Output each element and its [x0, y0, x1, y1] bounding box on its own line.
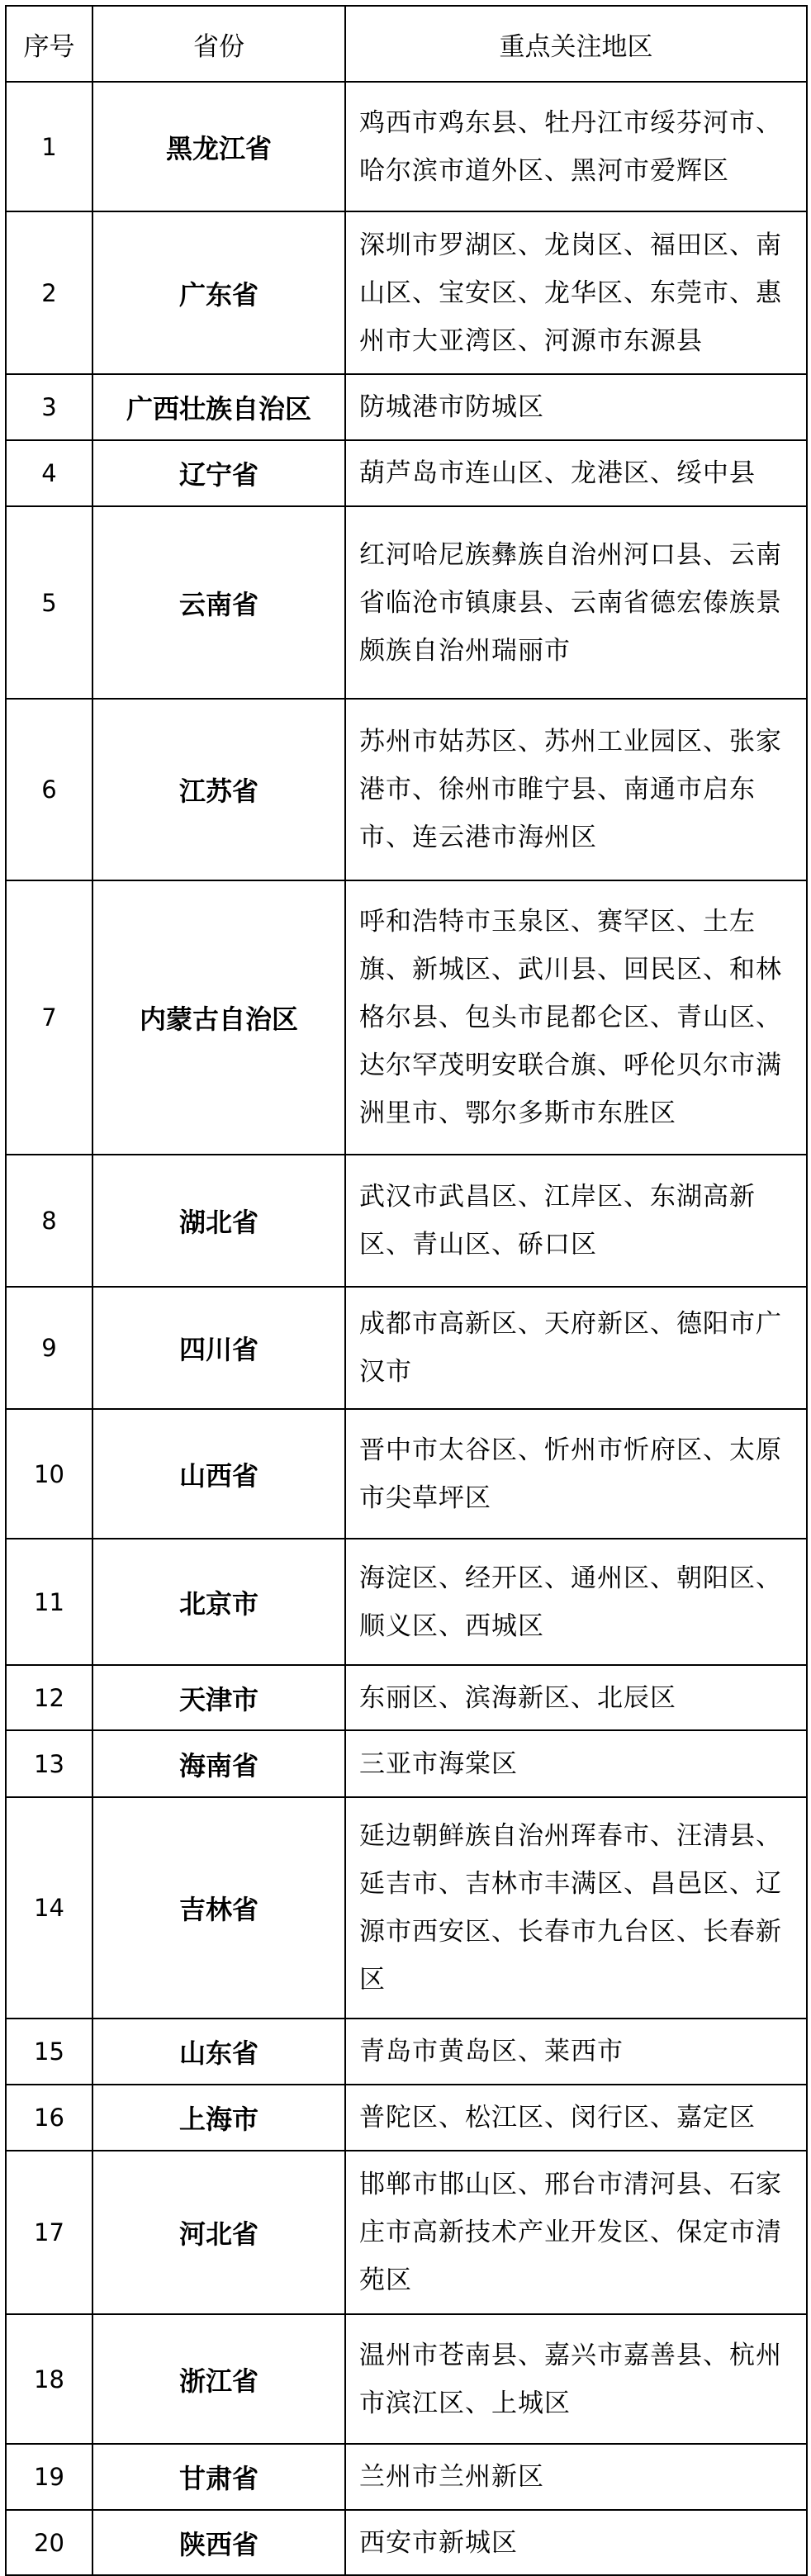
- table-row: [6, 2085, 807, 2151]
- regions-cell: 东丽区、滨海新区、北辰区: [345, 1665, 807, 1730]
- table-row: [6, 880, 807, 1155]
- table-row: [6, 699, 807, 880]
- table-row: [6, 1797, 807, 2019]
- regions-cell: 晋中市太谷区、忻州市忻府区、太原市尖草坪区: [345, 1409, 807, 1539]
- regions-cell: 西安市新城区: [345, 2510, 807, 2575]
- table-row: [6, 2444, 807, 2510]
- table-row: [6, 1539, 807, 1665]
- province-cell: 湖北省: [92, 1155, 345, 1287]
- regions-cell: 成都市高新区、天府新区、德阳市广汉市: [345, 1287, 807, 1409]
- province-cell: 广西壮族自治区: [92, 374, 345, 440]
- row-number: 6: [6, 699, 92, 880]
- province-cell: 江苏省: [92, 699, 345, 880]
- row-number: 14: [6, 1797, 92, 2019]
- province-cell: 云南省: [92, 506, 345, 699]
- regions-cell: 呼和浩特市玉泉区、赛罕区、土左旗、新城区、武川县、回民区、和林格尔县、包头市昆都仑区、青山区、达尔罕茂明安联合旗、呼伦贝尔市满洲里市、鄂尔多斯市东胜区: [345, 880, 807, 1155]
- regions-cell: 兰州市兰州新区: [345, 2444, 807, 2510]
- row-number: 5: [6, 506, 92, 699]
- row-number: 16: [6, 2085, 92, 2151]
- regions-cell: 三亚市海棠区: [345, 1730, 807, 1797]
- row-number: 4: [6, 440, 92, 506]
- regions-cell: 青岛市黄岛区、莱西市: [345, 2019, 807, 2085]
- regions-cell: 防城港市防城区: [345, 374, 807, 440]
- regions-cell: 温州市苍南县、嘉兴市嘉善县、杭州市滨江区、上城区: [345, 2314, 807, 2444]
- province-cell: 山东省: [92, 2019, 345, 2085]
- province-cell: 甘肃省: [92, 2444, 345, 2510]
- regions-table: [5, 5, 808, 2576]
- table-row: [6, 440, 807, 506]
- province-cell: 北京市: [92, 1539, 345, 1665]
- table-row: [6, 2019, 807, 2085]
- province-cell: 河北省: [92, 2151, 345, 2314]
- header-regions: 重点关注地区: [345, 6, 807, 82]
- regions-cell: 海淀区、经开区、通州区、朝阳区、顺义区、西城区: [345, 1539, 807, 1665]
- row-number: 19: [6, 2444, 92, 2510]
- table-row: [6, 1665, 807, 1730]
- row-number: 3: [6, 374, 92, 440]
- province-cell: 内蒙古自治区: [92, 880, 345, 1155]
- row-number: 15: [6, 2019, 92, 2085]
- row-number: 8: [6, 1155, 92, 1287]
- regions-cell: 普陀区、松江区、闵行区、嘉定区: [345, 2085, 807, 2151]
- regions-cell: 苏州市姑苏区、苏州工业园区、张家港市、徐州市睢宁县、南通市启东市、连云港市海州区: [345, 699, 807, 880]
- regions-cell: 邯郸市邯山区、邢台市清河县、石家庄市高新技术产业开发区、保定市清苑区: [345, 2151, 807, 2314]
- row-number: 2: [6, 211, 92, 374]
- table-row: [6, 2510, 807, 2575]
- row-number: 1: [6, 82, 92, 211]
- province-cell: 陕西省: [92, 2510, 345, 2575]
- regions-cell: 鸡西市鸡东县、牡丹江市绥芬河市、哈尔滨市道外区、黑河市爱辉区: [345, 82, 807, 211]
- row-number: 13: [6, 1730, 92, 1797]
- table-row: [6, 1409, 807, 1539]
- row-number: 18: [6, 2314, 92, 2444]
- table-row: [6, 2314, 807, 2444]
- row-number: 11: [6, 1539, 92, 1665]
- regions-cell: 红河哈尼族彝族自治州河口县、云南省临沧市镇康县、云南省德宏傣族景颇族自治州瑞丽市: [345, 506, 807, 699]
- province-cell: 上海市: [92, 2085, 345, 2151]
- table-row: [6, 2151, 807, 2314]
- table-header-row: [6, 6, 807, 82]
- row-number: 10: [6, 1409, 92, 1539]
- table-body: [6, 82, 807, 2575]
- regions-cell: 武汉市武昌区、江岸区、东湖高新区、青山区、硚口区: [345, 1155, 807, 1287]
- table-row: [6, 1155, 807, 1287]
- province-cell: 黑龙江省: [92, 82, 345, 211]
- row-number: 17: [6, 2151, 92, 2314]
- table-row: [6, 1287, 807, 1409]
- province-cell: 海南省: [92, 1730, 345, 1797]
- row-number: 20: [6, 2510, 92, 2575]
- table-row: [6, 374, 807, 440]
- header-no: 序号: [6, 6, 92, 82]
- row-number: 9: [6, 1287, 92, 1409]
- province-cell: 广东省: [92, 211, 345, 374]
- table-row: [6, 506, 807, 699]
- header-province: 省份: [92, 6, 345, 82]
- province-cell: 四川省: [92, 1287, 345, 1409]
- regions-cell: 延边朝鲜族自治州珲春市、汪清县、延吉市、吉林市丰满区、昌邑区、辽源市西安区、长春市九台区、长春新区: [345, 1797, 807, 2019]
- table-row: [6, 82, 807, 211]
- regions-cell: 葫芦岛市连山区、龙港区、绥中县: [345, 440, 807, 506]
- province-cell: 辽宁省: [92, 440, 345, 506]
- table-row: [6, 211, 807, 374]
- regions-cell: 深圳市罗湖区、龙岗区、福田区、南山区、宝安区、龙华区、东莞市、惠州市大亚湾区、河源市东源县: [345, 211, 807, 374]
- province-cell: 山西省: [92, 1409, 345, 1539]
- province-cell: 吉林省: [92, 1797, 345, 2019]
- row-number: 12: [6, 1665, 92, 1730]
- row-number: 7: [6, 880, 92, 1155]
- table-row: [6, 1730, 807, 1797]
- province-cell: 浙江省: [92, 2314, 345, 2444]
- province-cell: 天津市: [92, 1665, 345, 1730]
